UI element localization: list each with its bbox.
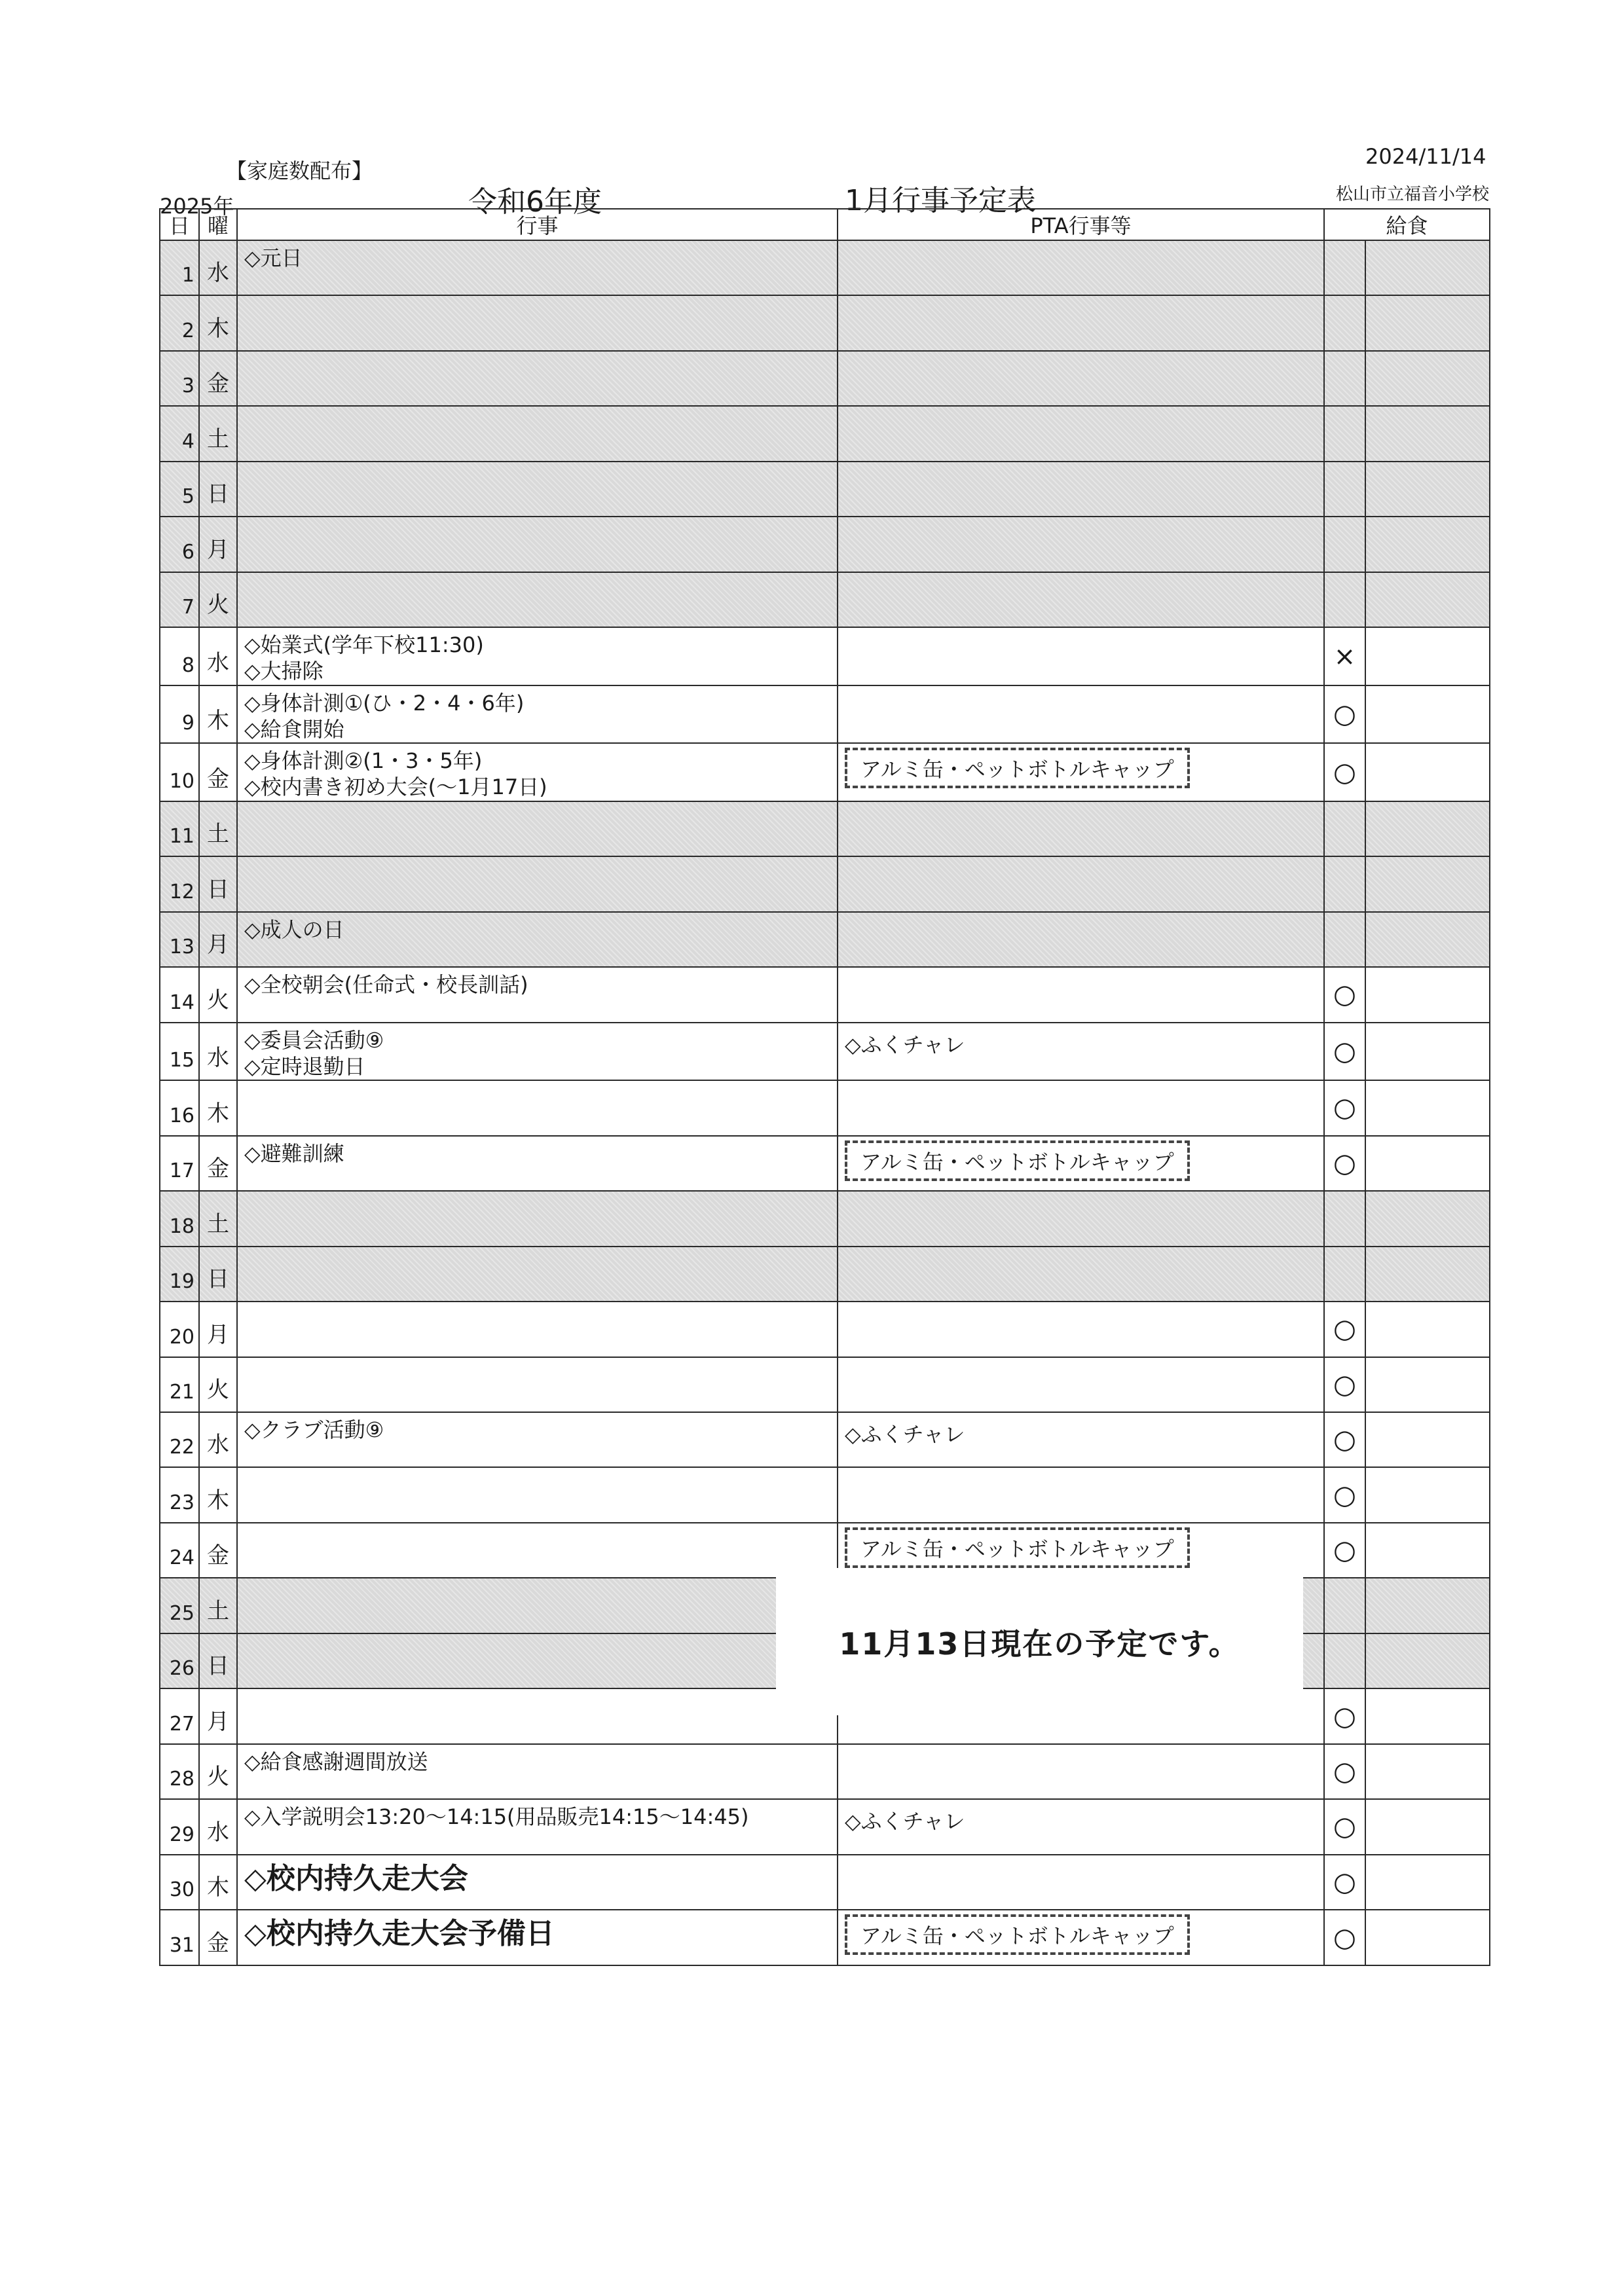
table-row <box>160 1799 1490 1854</box>
day-cell: 25 <box>160 1578 199 1633</box>
events-cell <box>237 406 838 461</box>
lunch-mark-cell: × <box>1324 627 1365 685</box>
weekday-cell: 月 <box>199 1688 237 1743</box>
events-cell <box>237 967 838 1022</box>
lunch-note-cell <box>1365 967 1490 1022</box>
events-cell <box>237 743 838 801</box>
day-cell: 13 <box>160 912 199 967</box>
lunch-mark-cell <box>1324 295 1365 350</box>
lunch-mark-cell: ○ <box>1324 1523 1365 1578</box>
lunch-mark-cell: ○ <box>1324 1799 1365 1854</box>
event-item: ◇校内持久走大会予備日 <box>244 1917 555 1951</box>
table-row <box>160 1467 1490 1522</box>
pta-cell <box>838 743 1324 801</box>
events-cell <box>237 1412 838 1467</box>
events-cell <box>237 1578 838 1633</box>
event-item: ◇校内持久走大会 <box>244 1861 468 1895</box>
fiscal-year: 令和6年度 <box>468 185 602 219</box>
table-row <box>160 240 1490 295</box>
event-item: ◇避難訓練 <box>244 1140 344 1166</box>
lunch-mark-cell: ○ <box>1324 1302 1365 1357</box>
weekday-cell: 水 <box>199 1412 237 1467</box>
table-row <box>160 517 1490 572</box>
lunch-note-cell <box>1365 1633 1490 1688</box>
recycling-collection-box: アルミ缶・ペットボトルキャップ <box>845 1527 1190 1568</box>
events-cell <box>237 462 838 517</box>
lunch-note-cell <box>1365 295 1490 350</box>
weekday-cell: 土 <box>199 406 237 461</box>
day-cell: 2 <box>160 295 199 350</box>
lunch-note-cell <box>1365 1744 1490 1799</box>
pta-cell <box>838 627 1324 685</box>
table-row <box>160 967 1490 1022</box>
weekday-cell: 土 <box>199 1191 237 1246</box>
recycling-collection-box: アルミ缶・ペットボトルキャップ <box>845 748 1190 788</box>
pta-cell <box>838 1744 1324 1799</box>
table-row <box>160 743 1490 801</box>
weekday-cell: 火 <box>199 572 237 627</box>
day-cell: 27 <box>160 1688 199 1743</box>
event-item: ◇元日 <box>244 246 303 270</box>
table-row <box>160 406 1490 461</box>
day-cell: 20 <box>160 1302 199 1357</box>
weekday-cell: 木 <box>199 1467 237 1522</box>
event-item: ◇大掃除 <box>244 659 323 684</box>
lunch-note-cell <box>1365 1136 1490 1191</box>
page-title: 1月行事予定表 <box>845 184 1036 217</box>
day-cell: 7 <box>160 572 199 627</box>
events-cell <box>237 1302 838 1357</box>
events-cell <box>237 912 838 967</box>
lunch-mark-cell <box>1324 406 1365 461</box>
lunch-mark-cell <box>1324 1191 1365 1246</box>
pta-cell <box>838 1855 1324 1910</box>
pta-cell <box>838 685 1324 744</box>
events-cell <box>237 801 838 856</box>
lunch-note-cell <box>1365 351 1490 406</box>
event-item: ◇全校朝会(任命式・校長訓話) <box>244 972 528 998</box>
lunch-mark-cell <box>1324 462 1365 517</box>
lunch-note-cell <box>1365 743 1490 801</box>
header-day: 日 <box>160 209 199 240</box>
day-cell: 30 <box>160 1855 199 1910</box>
lunch-note-cell <box>1365 462 1490 517</box>
lunch-mark-cell: ○ <box>1324 1467 1365 1522</box>
events-cell <box>237 1744 838 1799</box>
school-name: 松山市立福音小学校 <box>1336 185 1490 204</box>
events-cell <box>237 295 838 350</box>
day-cell: 14 <box>160 967 199 1022</box>
weekday-cell: 日 <box>199 856 237 911</box>
weekday-cell: 金 <box>199 743 237 801</box>
table-row <box>160 856 1490 911</box>
lunch-mark-cell <box>1324 572 1365 627</box>
pta-cell <box>838 912 1324 967</box>
table-row <box>160 1136 1490 1191</box>
day-cell: 8 <box>160 627 199 685</box>
events-cell <box>237 1191 838 1246</box>
day-cell: 18 <box>160 1191 199 1246</box>
table-row <box>160 351 1490 406</box>
day-cell: 24 <box>160 1523 199 1578</box>
events-cell <box>237 1523 838 1578</box>
lunch-note-cell <box>1365 685 1490 744</box>
lunch-mark-cell <box>1324 912 1365 967</box>
event-item: ◇定時退勤日 <box>244 1053 365 1079</box>
weekday-cell: 火 <box>199 1744 237 1799</box>
lunch-note-cell <box>1365 240 1490 295</box>
lunch-mark-cell: ○ <box>1324 1910 1365 1965</box>
lunch-mark-cell <box>1324 1247 1365 1302</box>
lunch-note-cell <box>1365 1799 1490 1854</box>
pta-cell <box>838 462 1324 517</box>
day-cell: 12 <box>160 856 199 911</box>
table-row <box>160 685 1490 744</box>
notice-box <box>776 1568 1303 1715</box>
table-row <box>160 1855 1490 1910</box>
events-cell <box>237 1633 838 1688</box>
pta-cell <box>838 1191 1324 1246</box>
lunch-mark-cell: ○ <box>1324 743 1365 801</box>
weekday-cell: 金 <box>199 351 237 406</box>
lunch-note-cell <box>1365 1688 1490 1743</box>
table-row <box>160 295 1490 350</box>
day-cell: 5 <box>160 462 199 517</box>
pta-cell <box>838 1080 1324 1135</box>
recycling-collection-box: アルミ缶・ペットボトルキャップ <box>845 1914 1190 1955</box>
weekday-cell: 火 <box>199 967 237 1022</box>
lunch-mark-cell <box>1324 517 1365 572</box>
table-row <box>160 912 1490 967</box>
weekday-cell: 土 <box>199 1578 237 1633</box>
lunch-mark-cell <box>1324 1578 1365 1633</box>
lunch-note-cell <box>1365 1523 1490 1578</box>
pta-note: ◇ふくチャレ <box>845 1421 965 1447</box>
day-cell: 23 <box>160 1467 199 1522</box>
lunch-mark-cell: ○ <box>1324 1744 1365 1799</box>
table-row <box>160 1302 1490 1357</box>
pta-cell <box>838 967 1324 1022</box>
pta-cell <box>838 240 1324 295</box>
weekday-cell: 日 <box>199 1633 237 1688</box>
event-item: ◇委員会活動⑨ <box>244 1027 384 1053</box>
day-cell: 4 <box>160 406 199 461</box>
events-cell <box>237 1023 838 1081</box>
event-item: ◇始業式(学年下校11:30) <box>244 632 484 658</box>
pta-cell <box>838 1357 1324 1412</box>
table-row <box>160 1080 1490 1135</box>
events-cell <box>237 517 838 572</box>
lunch-note-cell <box>1365 1247 1490 1302</box>
lunch-note-cell <box>1365 1910 1490 1965</box>
day-cell: 29 <box>160 1799 199 1854</box>
events-cell <box>237 1799 838 1854</box>
pta-note: ◇ふくチャレ <box>845 1809 965 1834</box>
lunch-note-cell <box>1365 572 1490 627</box>
pta-cell <box>838 1467 1324 1522</box>
table-row <box>160 1023 1490 1081</box>
table-row <box>160 1191 1490 1246</box>
pta-cell <box>838 1910 1324 1965</box>
header-weekday: 曜 <box>199 209 237 240</box>
lunch-mark-cell <box>1324 801 1365 856</box>
lunch-note-cell <box>1365 1412 1490 1467</box>
lunch-note-cell <box>1365 1578 1490 1633</box>
weekday-cell: 月 <box>199 517 237 572</box>
events-cell <box>237 627 838 685</box>
day-cell: 22 <box>160 1412 199 1467</box>
table-row <box>160 462 1490 517</box>
lunch-note-cell <box>1365 856 1490 911</box>
lunch-note-cell <box>1365 1080 1490 1135</box>
table-row <box>160 801 1490 856</box>
lunch-note-cell <box>1365 406 1490 461</box>
pta-cell <box>838 351 1324 406</box>
events-cell <box>237 1910 838 1965</box>
lunch-note-cell <box>1365 1023 1490 1081</box>
lunch-mark-cell <box>1324 856 1365 911</box>
day-cell: 15 <box>160 1023 199 1081</box>
day-cell: 28 <box>160 1744 199 1799</box>
events-cell <box>237 1688 838 1743</box>
document-date: 2024/11/14 <box>1365 144 1486 169</box>
lunch-note-cell <box>1365 1191 1490 1246</box>
header-pta: PTA行事等 <box>838 209 1324 240</box>
pta-cell <box>838 1302 1324 1357</box>
events-cell <box>237 685 838 744</box>
weekday-cell: 火 <box>199 1357 237 1412</box>
event-item: ◇校内書き初め大会(～1月17日) <box>244 774 547 800</box>
pta-cell <box>838 856 1324 911</box>
recycling-collection-box: アルミ缶・ペットボトルキャップ <box>845 1140 1190 1181</box>
notice-text: 11月13日現在の予定です。 <box>839 1626 1240 1662</box>
event-item: ◇成人の日 <box>244 917 344 942</box>
pta-cell <box>838 1136 1324 1191</box>
event-item: ◇身体計測②(1・3・5年) <box>244 748 483 774</box>
pta-cell <box>838 1799 1324 1854</box>
lunch-mark-cell: ○ <box>1324 1080 1365 1135</box>
pta-cell <box>838 295 1324 350</box>
table-row <box>160 1412 1490 1467</box>
weekday-cell: 土 <box>199 801 237 856</box>
table-row <box>160 1247 1490 1302</box>
header-lunch: 給食 <box>1324 209 1490 240</box>
day-cell: 11 <box>160 801 199 856</box>
lunch-mark-cell <box>1324 240 1365 295</box>
lunch-note-cell <box>1365 912 1490 967</box>
pta-cell <box>838 517 1324 572</box>
event-item: ◇身体計測①(ひ・2・4・6年) <box>244 690 525 716</box>
event-item: ◇入学説明会13:20～14:15(用品販売14:15～14:45) <box>244 1804 749 1830</box>
events-cell <box>237 856 838 911</box>
weekday-cell: 水 <box>199 240 237 295</box>
table-row <box>160 572 1490 627</box>
pta-cell <box>838 1247 1324 1302</box>
pta-cell <box>838 406 1324 461</box>
day-cell: 6 <box>160 517 199 572</box>
event-item: ◇給食開始 <box>244 716 344 742</box>
lunch-note-cell <box>1365 517 1490 572</box>
weekday-cell: 水 <box>199 1023 237 1081</box>
day-cell: 10 <box>160 743 199 801</box>
events-cell <box>237 1080 838 1135</box>
events-cell <box>237 240 838 295</box>
event-item: ◇クラブ活動⑨ <box>244 1417 384 1442</box>
weekday-cell: 木 <box>199 685 237 744</box>
header-events: 行事 <box>237 209 838 240</box>
lunch-mark-cell: ○ <box>1324 967 1365 1022</box>
table-row <box>160 627 1490 685</box>
weekday-cell: 金 <box>199 1910 237 1965</box>
events-cell <box>237 1247 838 1302</box>
events-cell <box>237 1136 838 1191</box>
weekday-cell: 木 <box>199 295 237 350</box>
lunch-note-cell <box>1365 801 1490 856</box>
table-row <box>160 1744 1490 1799</box>
weekday-cell: 木 <box>199 1080 237 1135</box>
weekday-cell: 月 <box>199 912 237 967</box>
weekday-cell: 金 <box>199 1136 237 1191</box>
events-cell <box>237 1467 838 1522</box>
day-cell: 21 <box>160 1357 199 1412</box>
events-cell <box>237 351 838 406</box>
pta-cell <box>838 801 1324 856</box>
day-cell: 9 <box>160 685 199 744</box>
lunch-note-cell <box>1365 1357 1490 1412</box>
lunch-note-cell <box>1365 1302 1490 1357</box>
day-cell: 16 <box>160 1080 199 1135</box>
weekday-cell: 日 <box>199 1247 237 1302</box>
events-cell <box>237 1855 838 1910</box>
pta-cell <box>838 572 1324 627</box>
year-label: 2025年 <box>160 194 234 219</box>
lunch-mark-cell: ○ <box>1324 1023 1365 1081</box>
weekday-cell: 木 <box>199 1855 237 1910</box>
lunch-note-cell <box>1365 1467 1490 1522</box>
day-cell: 19 <box>160 1247 199 1302</box>
distribution-label: 【家庭数配布】 <box>226 158 373 183</box>
events-cell <box>237 1357 838 1412</box>
table-header-row <box>160 209 1490 240</box>
lunch-mark-cell <box>1324 351 1365 406</box>
day-cell: 31 <box>160 1910 199 1965</box>
weekday-cell: 金 <box>199 1523 237 1578</box>
lunch-note-cell <box>1365 1855 1490 1910</box>
lunch-mark-cell: ○ <box>1324 1855 1365 1910</box>
lunch-note-cell <box>1365 627 1490 685</box>
events-cell <box>237 572 838 627</box>
event-item: ◇給食感謝週間放送 <box>244 1749 428 1774</box>
weekday-cell: 日 <box>199 462 237 517</box>
lunch-mark-cell: ○ <box>1324 1688 1365 1743</box>
table-row <box>160 1357 1490 1412</box>
pta-cell <box>838 1412 1324 1467</box>
pta-cell <box>838 1023 1324 1081</box>
pta-note: ◇ふくチャレ <box>845 1032 965 1057</box>
weekday-cell: 水 <box>199 1799 237 1854</box>
weekday-cell: 月 <box>199 1302 237 1357</box>
lunch-mark-cell <box>1324 1633 1365 1688</box>
table-row <box>160 1910 1490 1965</box>
weekday-cell: 水 <box>199 627 237 685</box>
day-cell: 3 <box>160 351 199 406</box>
day-cell: 17 <box>160 1136 199 1191</box>
day-cell: 1 <box>160 240 199 295</box>
lunch-mark-cell: ○ <box>1324 685 1365 744</box>
day-cell: 26 <box>160 1633 199 1688</box>
lunch-mark-cell: ○ <box>1324 1357 1365 1412</box>
lunch-mark-cell: ○ <box>1324 1412 1365 1467</box>
lunch-mark-cell: ○ <box>1324 1136 1365 1191</box>
